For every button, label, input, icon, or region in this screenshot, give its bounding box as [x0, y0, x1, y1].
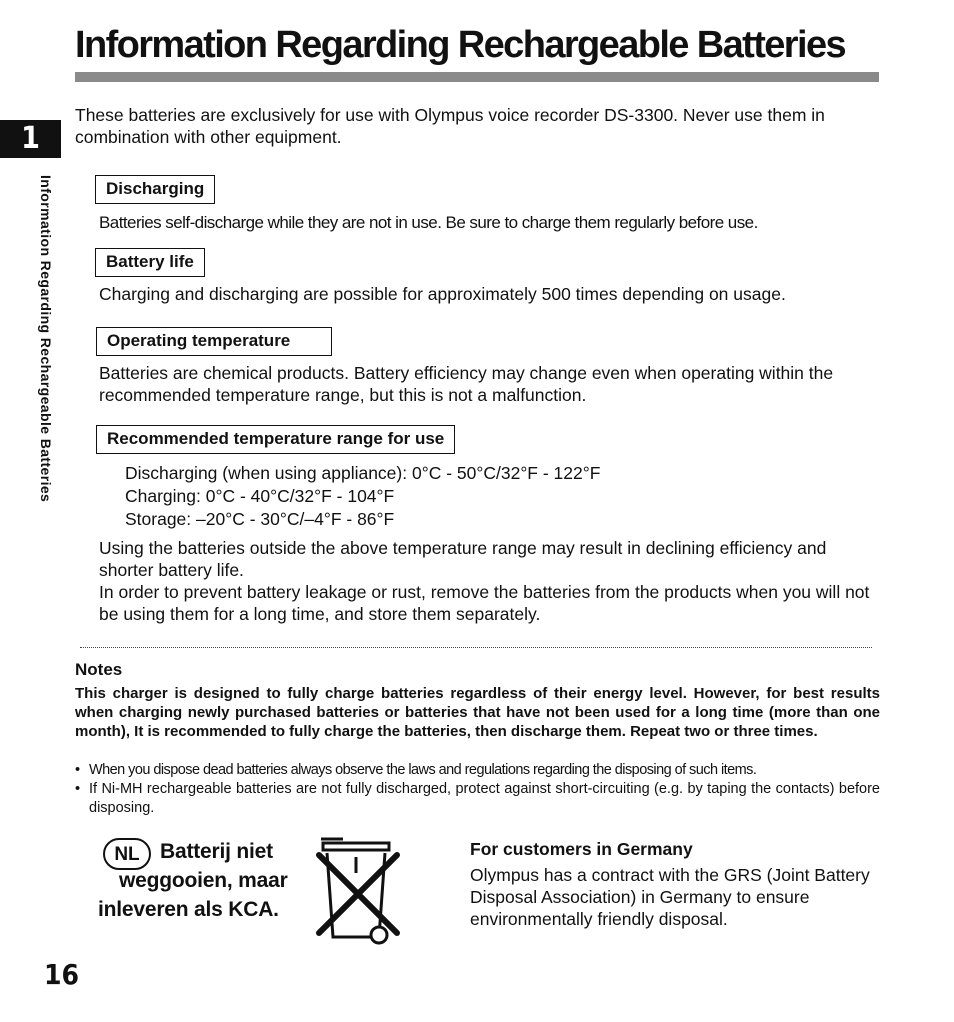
notes-title: Notes	[75, 660, 123, 679]
dotted-divider	[80, 647, 872, 648]
temperature-range-item: Discharging (when using appliance): 0°C - 50°C/32°F - 122°F	[125, 463, 601, 483]
battery-life-text: Charging and discharging are possible for approximately 500 times depending on usage.	[99, 284, 786, 304]
discharging-text: Batteries self-discharge while they are not in use. Be sure to charge them regularly before use.	[99, 213, 758, 232]
temperature-range-list	[125, 462, 600, 531]
page-number: 16	[44, 958, 80, 991]
operating-temperature-heading: Operating temperature	[96, 327, 332, 356]
bullet-dot: •	[75, 762, 81, 778]
page-title: Information Regarding Rechargeable Batteries	[75, 24, 846, 66]
side-chapter-label: Information Regarding Rechargeable Batteries	[38, 175, 54, 503]
nl-badge: NL	[103, 838, 151, 870]
nl-notice-line: weggooien, maar	[119, 869, 288, 892]
crossed-out-wheelie-bin-icon	[313, 833, 405, 945]
discharging-heading: Discharging	[95, 175, 215, 204]
germany-heading: For customers in Germany	[470, 839, 693, 859]
nl-notice-line: Batterij niet	[160, 840, 273, 863]
recommended-range-heading: Recommended temperature range for use	[96, 425, 455, 454]
title-underline-bar	[75, 72, 879, 82]
notes-bullet-text: If Ni-MH rechargeable batteries are not fully discharged, protect against short-circuiting (e.g. by taping the contacts) before disposing.	[89, 781, 880, 816]
chapter-tab: 1	[0, 120, 61, 158]
temperature-warning-para-2: In order to prevent battery leakage or rust, remove the batteries from the products when you will not be using them for a long time, and store them separately.	[99, 582, 870, 624]
notes-bullet	[75, 780, 880, 818]
nl-notice-line: inleveren als KCA.	[98, 898, 279, 921]
battery-life-heading: Battery life	[95, 248, 205, 277]
notes-bullet-text: When you dispose dead batteries always observe the laws and regulations regarding the disposing of such items.	[89, 762, 757, 778]
temperature-warning-para-1: Using the batteries outside the above temperature range may result in declining efficiency and shorter battery life.	[99, 538, 827, 580]
operating-temperature-text: Batteries are chemical products. Battery efficiency may change even when operating within the recommended temperature range, but this is not a malfunction.	[99, 363, 834, 405]
germany-text: Olympus has a contract with the GRS (Joint Battery Disposal Association) in Germany to ensure environmentally friendly disposal.	[470, 865, 870, 929]
notes-bullet	[75, 761, 880, 780]
bullet-dot: •	[75, 781, 81, 797]
temperature-range-item: Storage: –20°C - 30°C/–4°F - 86°F	[125, 509, 395, 529]
notes-bold-text: This charger is designed to fully charge batteries regardless of their energy level. However, for best results when charging newly purchased batteries or batteries that have not been used for a long time (more than one month), It is recommended to fully charge the batteries, then discharge them. Repeat two or three times.	[75, 685, 880, 740]
intro-paragraph: These batteries are exclusively for use with Olympus voice recorder DS-3300. Never use them in combination with other equipment.	[75, 105, 825, 147]
temperature-warning-text	[99, 537, 885, 625]
temperature-range-item: Charging: 0°C - 40°C/32°F - 104°F	[125, 486, 395, 506]
